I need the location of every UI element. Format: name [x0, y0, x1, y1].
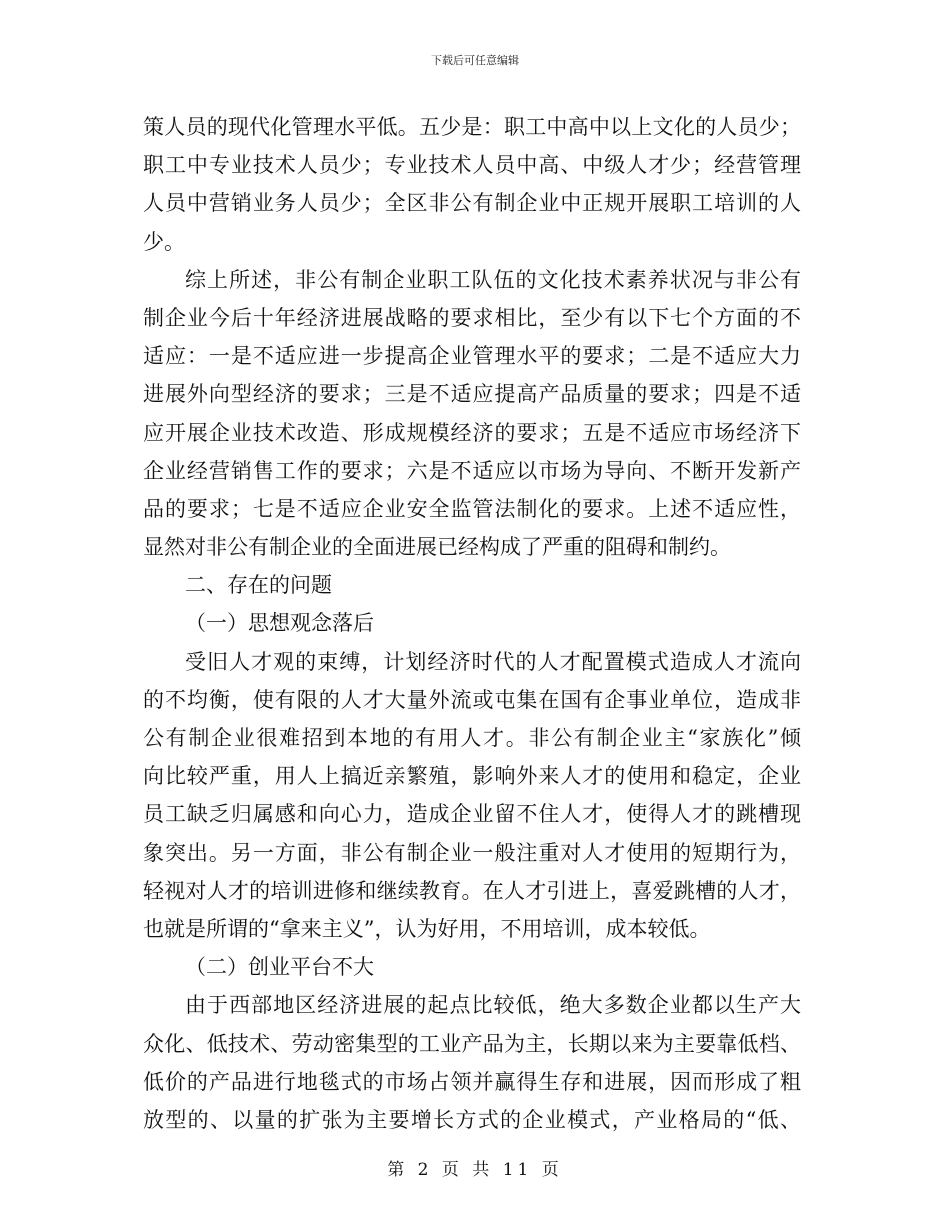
text-line: 也就是所谓的“拿来主义”，认为好用，不用培训，成本较低。 — [143, 916, 711, 941]
text-line: 品的要求；七是不适应企业安全监管法制化的要求。上述不适应性， — [143, 496, 801, 521]
text-line: 低价的产品进行地毯式的市场占领并赢得生存和进展，因而形成了粗 — [143, 1069, 801, 1094]
text-line: 轻视对人才的培训进修和继续教育。在人才引进上，喜爱跳槽的人才， — [143, 878, 801, 903]
text-line: 制企业今后十年经济进展战略的要求相比，至少有以下七个方面的不 — [143, 305, 801, 330]
text-line: 适应：一是不适应进一步提高企业管理水平的要求；二是不适应大力 — [143, 344, 801, 369]
text-line: 由于西部地区经济进展的起点比较低，绝大多数企业都以生产大 — [185, 993, 801, 1018]
text-line: 的不均衡，使有限的人才大量外流或屯集在国有企事业单位，造成非 — [143, 687, 801, 712]
document-body — [143, 108, 801, 1139]
text-line: 显然对非公有制企业的全面进展已经构成了严重的阻碍和制约。 — [143, 535, 731, 560]
text-line: 公有制企业很难招到本地的有用人才。非公有制企业主“家族化”倾 — [143, 726, 801, 750]
text-line: 应开展企业技术改造、形成规模经济的要求；五是不适应市场经济下 — [143, 420, 801, 445]
page-header: 下载后可任意编辑 — [431, 54, 519, 67]
subsection-heading: （二）创业平台不大 — [185, 955, 374, 980]
text-line: 受旧人才观的束缚，计划经济时代的人才配置模式造成人才流向 — [185, 649, 801, 674]
section-heading: 二、存在的问题 — [185, 573, 332, 598]
text-line: 象突出。另一方面，非公有制企业一般注重对人才使用的短期行为， — [143, 840, 801, 865]
text-line: 进展外向型经济的要求；三是不适应提高产品质量的要求；四是不适 — [143, 382, 801, 407]
text-line: 企业经营销售工作的要求；六是不适应以市场为导向、不断开发新产 — [143, 458, 801, 483]
text-line: 向比较严重，用人上搞近亲繁殖，影响外来人才的使用和稳定，企业 — [143, 764, 801, 789]
text-line: 综上所述，非公有制企业职工队伍的文化技术素养状况与非公有 — [185, 267, 801, 292]
text-line: 人员中营销业务人员少；全区非公有制企业中正规开展职工培训的人 — [143, 191, 801, 216]
text-line: 策人员的现代化管理水平低。五少是：职工中高中以上文化的人员少； — [143, 115, 801, 139]
text-line: 众化、低技术、劳动密集型的工业产品为主，长期以来为主要靠低档、 — [143, 1031, 801, 1056]
text-line: 职工中专业技术人员少；专业技术人员中高、中级人才少；经营管理 — [143, 153, 801, 178]
text-line: 少。 — [143, 229, 185, 254]
text-line: 放型的、以量的扩张为主要增长方式的企业模式，产业格局的“低、 — [143, 1107, 801, 1132]
text-line: 员工缺乏归属感和向心力，造成企业留不住人才，使得人才的跳槽现 — [143, 802, 801, 827]
page-footer: 第 2 页 共 11 页 — [387, 1160, 563, 1180]
subsection-heading: （一）思想观念落后 — [185, 611, 374, 636]
